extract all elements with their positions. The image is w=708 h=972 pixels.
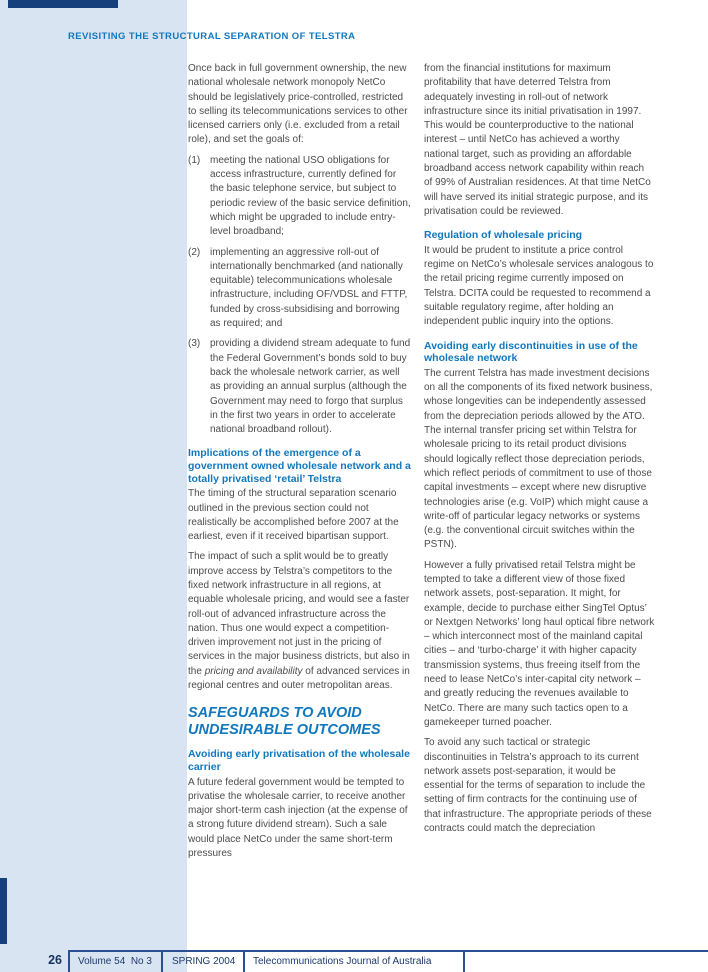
subsection-heading: Avoiding early discontinuities in use of the wholesale network xyxy=(424,339,638,365)
footer-divider xyxy=(161,950,163,972)
subsection-heading: Implications of the emergence of a government owned wholesale network and a totally privatised ‘retail’ Telstra xyxy=(188,447,411,485)
footer-top-rule xyxy=(68,950,708,952)
footer-divider xyxy=(68,950,70,972)
list-marker: (1) xyxy=(188,154,201,166)
paragraph: The current Telstra has made investment decisions on all the components of its fixed network business, whose longevities can be independently assessed from the depreciation periods allowed by the ATO. The internal transfer pricing set within Telstra for wholesale pricing to its retail product divisions should logically reflect those depreciation periods, which reflect periods of commitment to use of those capital investments – except where new disruptive technologies arise (e.g. VoIP) which might cause a write-off of particular legacy networks or systems (e.g. the conventional circuit switches within the PSTN). xyxy=(424,367,653,551)
paragraph-text: The impact of such a split would be to greatly improve access by Telstra’s competitors to the fixed network infrastructure in all regions, at equable wholesale pricing, and would see a faster roll-out of advanced infrastructure across the nation. Thus one would expect a competition-driven improvement not just in the pricing of services in the major business districts, but also in the xyxy=(188,551,410,677)
subsection-heading: Avoiding early privatisation of the wholesale carrier xyxy=(188,748,410,773)
subsection-heading: Regulation of wholesale pricing xyxy=(424,229,583,242)
section-heading: SAFEGUARDS TO AVOID UNDESIRABLE OUTCOMES xyxy=(188,705,381,738)
list-item xyxy=(188,246,412,332)
right-column xyxy=(424,62,655,836)
list-item-text: meeting the national USO obligations for access infrastructure, currently defined for the basic telephone service, but subject to periodic review of the basic service definition, which might be upgraded to include entry-level broadband; xyxy=(210,154,411,238)
left-margin-band xyxy=(0,0,187,972)
footer-divider xyxy=(463,950,465,972)
emphasized-text: pricing and availability xyxy=(204,665,303,677)
top-left-navy-bar xyxy=(8,0,118,8)
left-column xyxy=(188,62,412,861)
footer-volume: Volume 54 No 3 xyxy=(78,956,152,967)
footer-season: SPRING 2004 xyxy=(172,956,236,967)
paragraph: The timing of the structural separation scenario outlined in the previous section could not realistically be accomplished before 2007 at the earliest, even if it received bipartisan support. xyxy=(188,488,399,543)
paragraph: A future federal government would be tempted to privatise the wholesale carrier, to receive another major short-term cash injection (at the expense of a strong future dividend stream). Such a sale would place NetCo under the same short-term pressures xyxy=(188,776,408,860)
list-item-text: providing a dividend stream adequate to fund the Federal Government’s bonds sold to buy back the wholesale network carrier, as well as providing an annual surplus (although the Government may need to forgo that surplus in the first two years in order to accelerate national broadband rollout). xyxy=(210,338,411,436)
bottom-left-navy-bar xyxy=(0,878,7,944)
paragraph: Once back in full government ownership, the new national wholesale network monopoly NetCo should be legislatively price-controlled, restricted to selling its telecommunications services to other licensed carriers only (i.e. excluded from a retail role), and set the goals of: xyxy=(188,63,408,146)
paragraph: However a fully privatised retail Telstra might be tempted to take a different view of those fixed network assets, post-separation. It might, for example, decide to purchase either SingTel Optus’ or Nextgen Networks’ long haul optical fibre network – which interconnect most of the mainland capital cities – and ‘turbo-charge’ it with higher capacity transmission systems, thus freeing itself from the need to lease NetCo’s inter-capital city network – and greatly reducing the revenues available to NetCo. There are many such tactics open to a gamekeeper turned poacher. xyxy=(424,559,655,728)
footer-divider xyxy=(243,950,245,972)
paragraph xyxy=(188,550,412,693)
paragraph: To avoid any such tactical or strategic discontinuities in Telstra’s approach to its current network assets post-separation, it would be essential for the terms of separation to include the setting of firm contracts for the continuing use of that infrastructure. The appropriate periods of these contracts could match the depreciation xyxy=(424,737,652,835)
list-marker: (2) xyxy=(188,246,201,258)
paragraph: from the financial institutions for maximum profitability that have deterred Telstra from adequately investing in roll-out of network infrastructure since its initial privatisation in 1997. This would be counterproductive to the national interest – until NetCo has achieved a worthy national target, such as providing an affordable broadband access network capability within reach of 99% of Australian residences. At that time NetCo will have served its initial strategic purpose, and its privatisation could be reviewed. xyxy=(424,63,651,217)
footer xyxy=(0,945,708,972)
list-item-text: implementing an aggressive roll-out of internationally benchmarked (and nationally equitable) telecommunications wholesale infrastructure, including OF/VDSL and FTTP, funded by cross-subsidising and borrowing as required; and xyxy=(210,246,408,330)
list-item xyxy=(188,337,412,437)
list-item xyxy=(188,154,412,240)
running-header: REVISITING THE STRUCTURAL SEPARATION OF TELSTRA xyxy=(68,31,356,42)
list-marker: (3) xyxy=(188,338,201,350)
paragraph-text: of advanced services in regional centres and outer metropolitan areas. xyxy=(188,665,410,692)
page-number: 26 xyxy=(48,953,62,967)
paragraph: It would be prudent to institute a price control regime on NetCo’s wholesale services analogous to the retail pricing regime currently imposed on Telstra. DCITA could be requested to recommend a suitable regulatory regime, after holding an independent public inquiry into the options. xyxy=(424,244,654,328)
footer-journal-title: Telecommunications Journal of Australia xyxy=(253,956,432,967)
